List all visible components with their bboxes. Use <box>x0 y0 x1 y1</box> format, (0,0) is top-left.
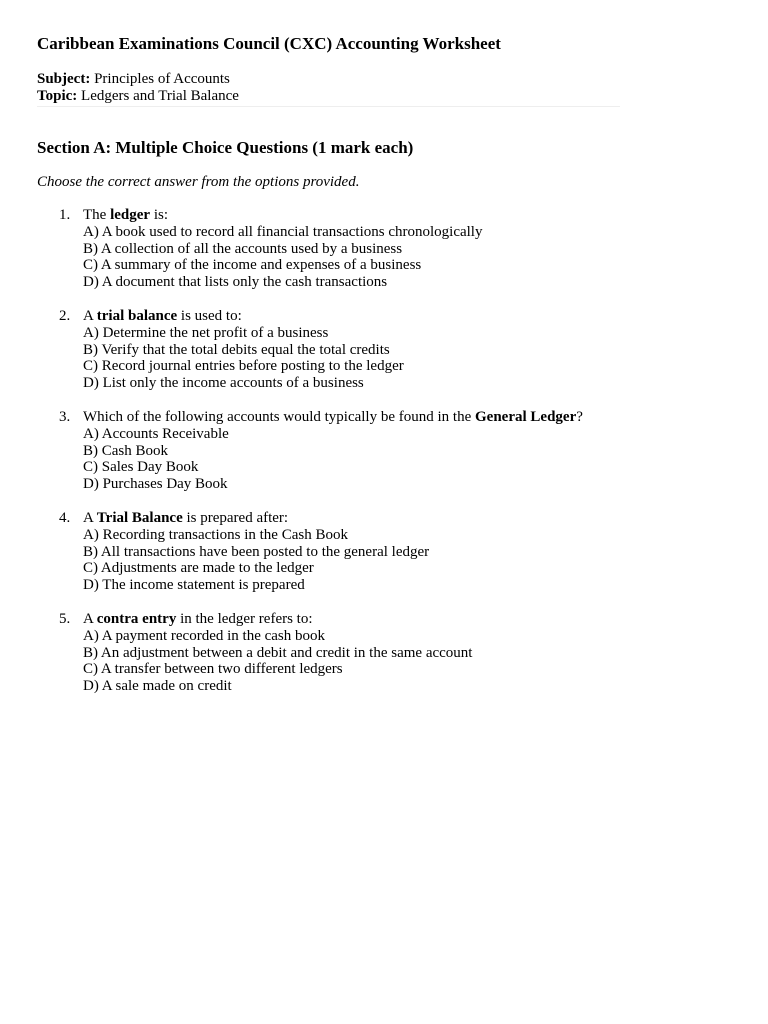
option-a: A) Accounts Receivable <box>83 425 229 442</box>
question-number: 4. <box>59 509 71 526</box>
topic-label: Topic: <box>37 87 78 104</box>
stem-keyword: trial balance <box>96 307 178 324</box>
stem-keyword: Trial Balance <box>96 509 183 526</box>
stem-text: A <box>83 509 97 526</box>
option-b: B) Cash Book <box>83 442 169 459</box>
question-3 <box>0 409 583 493</box>
option-a: A) A payment recorded in the cash book <box>83 627 326 644</box>
question-stem <box>83 611 583 628</box>
question-stem <box>83 510 583 527</box>
section-a-instruction: Choose the correct answer from the options provided. <box>37 174 360 190</box>
question-2 <box>0 308 583 392</box>
option-d: D) A sale made on credit <box>83 678 232 695</box>
stem-text: A <box>83 610 97 627</box>
option-b: B) Verify that the total debits equal the total credits <box>83 341 390 358</box>
subject-value: Principles of Accounts <box>94 71 230 87</box>
question-number: 3. <box>59 408 71 425</box>
question-number: 1. <box>59 207 71 223</box>
question-stem <box>83 308 583 325</box>
option-c: C) Adjustments are made to the ledger <box>83 560 314 577</box>
question-4 <box>0 510 583 594</box>
stem-text: is: <box>150 207 168 223</box>
stem-keyword: General Ledger <box>475 408 577 425</box>
option-c: C) Sales Day Book <box>83 459 199 476</box>
stem-text: in the ledger refers to: <box>176 610 313 627</box>
question-1 <box>0 207 583 291</box>
stem-text: Which of the following accounts would typically be found in the <box>83 408 475 425</box>
option-d: D) Purchases Day Book <box>83 476 228 493</box>
question-number: 5. <box>59 610 71 627</box>
question-stem <box>83 207 583 224</box>
option-b: B) All transactions have been posted to the general ledger <box>83 543 430 560</box>
stem-keyword: ledger <box>110 207 151 223</box>
question-stem <box>83 409 583 426</box>
option-a: A) Recording transactions in the Cash Book <box>83 526 348 543</box>
stem-text: The <box>83 207 111 223</box>
option-c: C) A transfer between two different ledgers <box>83 661 343 678</box>
option-a: A) A book used to record all financial transactions chronologically <box>83 223 483 240</box>
stem-text: is used to: <box>177 307 242 324</box>
option-b: B) A collection of all the accounts used by a business <box>83 240 403 257</box>
option-b: B) An adjustment between a debit and credit in the same account <box>83 644 473 661</box>
stem-text: is prepared after: <box>182 509 289 526</box>
stem-text: A <box>83 307 97 324</box>
topic-value: Ledgers and Trial Balance <box>81 87 239 104</box>
option-d: D) List only the income accounts of a business <box>83 375 364 392</box>
section-a-title: Section A: Multiple Choice Questions (1 mark each) <box>37 138 414 157</box>
stem-text: ? <box>576 408 583 425</box>
option-c: C) A summary of the income and expenses of a business <box>83 257 422 274</box>
option-a: A) Determine the net profit of a business <box>83 324 329 341</box>
question-number: 2. <box>59 307 71 324</box>
option-d: D) A document that lists only the cash transactions <box>83 274 388 291</box>
subject-line <box>37 71 620 88</box>
option-c: C) Record journal entries before posting to the ledger <box>83 358 404 375</box>
option-d: D) The income statement is prepared <box>83 577 305 594</box>
stem-keyword: contra entry <box>96 610 177 627</box>
document-title: Caribbean Examinations Council (CXC) Accounting Worksheet <box>37 34 501 53</box>
question-5 <box>0 611 583 695</box>
document-meta <box>37 71 620 107</box>
topic-line <box>37 88 620 105</box>
question-list <box>0 207 583 712</box>
subject-label: Subject: <box>37 71 91 87</box>
